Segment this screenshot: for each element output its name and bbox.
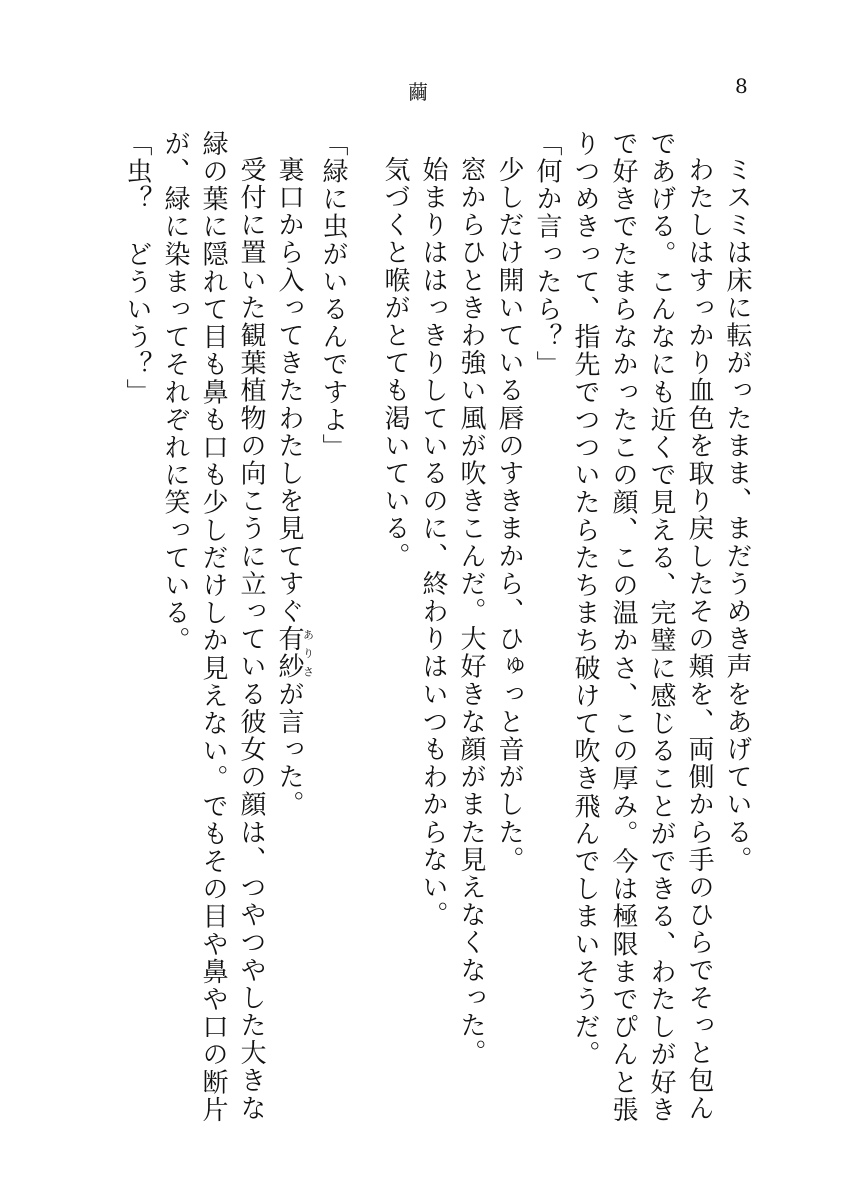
paragraph: 気づくと喉がとても渇いている。 (380, 156, 410, 570)
paragraph: わたしはすっかり血色を取り戻したその頬を、両側から手のひらでそっと包んであげる。こんなにも近くで見える、完璧に感じることができる、わたしが好きで好きでたまらなかったこの顔、この温かさ、この厚み。今は極限までぴんと張りつめきって、指先でつついたらたちまち破けて吹き飛んでしまいそうだ。 (570, 130, 714, 1124)
name-with-furigana (274, 625, 315, 681)
dialogue-paragraph: 「何か言ったら？」 (532, 130, 562, 379)
paragraph: ミスミは床に転がったまま、まだうめき声をあげている。 (722, 156, 752, 874)
page-number: 8 (735, 74, 748, 98)
paragraph-segment: が言った。 (274, 680, 304, 819)
paragraph-segment: 裏口から入ってきたわたしを見てすぐ (274, 156, 304, 626)
body-text (118, 130, 756, 1140)
paragraph: 少しだけ開いている唇のすきまから、ひゅっと音がした。 (494, 156, 524, 874)
paragraph: 受付に置いた観葉植物の向こうに立っている彼女の顔は、つやつやした大きな緑の葉に隠れて目も鼻も口も少しだけしか見えない。でもその目や鼻や口の断片が、緑に染まってそれぞれに笑っている。 (160, 130, 266, 1124)
paragraph: 窓からひときわ強い風が吹きこんだ。大好きな顔がまた見えなくなった。 (456, 156, 486, 1067)
dialogue-paragraph: 「虫？ どういう？」 (122, 130, 152, 406)
paragraph-with-ruby (270, 130, 314, 1140)
ruby-reading: ありさ (301, 625, 315, 681)
paragraph: 始まりははっきりしているのに、終わりはいつもわからない。 (418, 156, 448, 929)
ruby-base: 有紗 (274, 625, 304, 681)
running-title: 繭 (408, 80, 428, 104)
dialogue-paragraph: 「緑に虫がいるんですよ」 (318, 130, 348, 462)
